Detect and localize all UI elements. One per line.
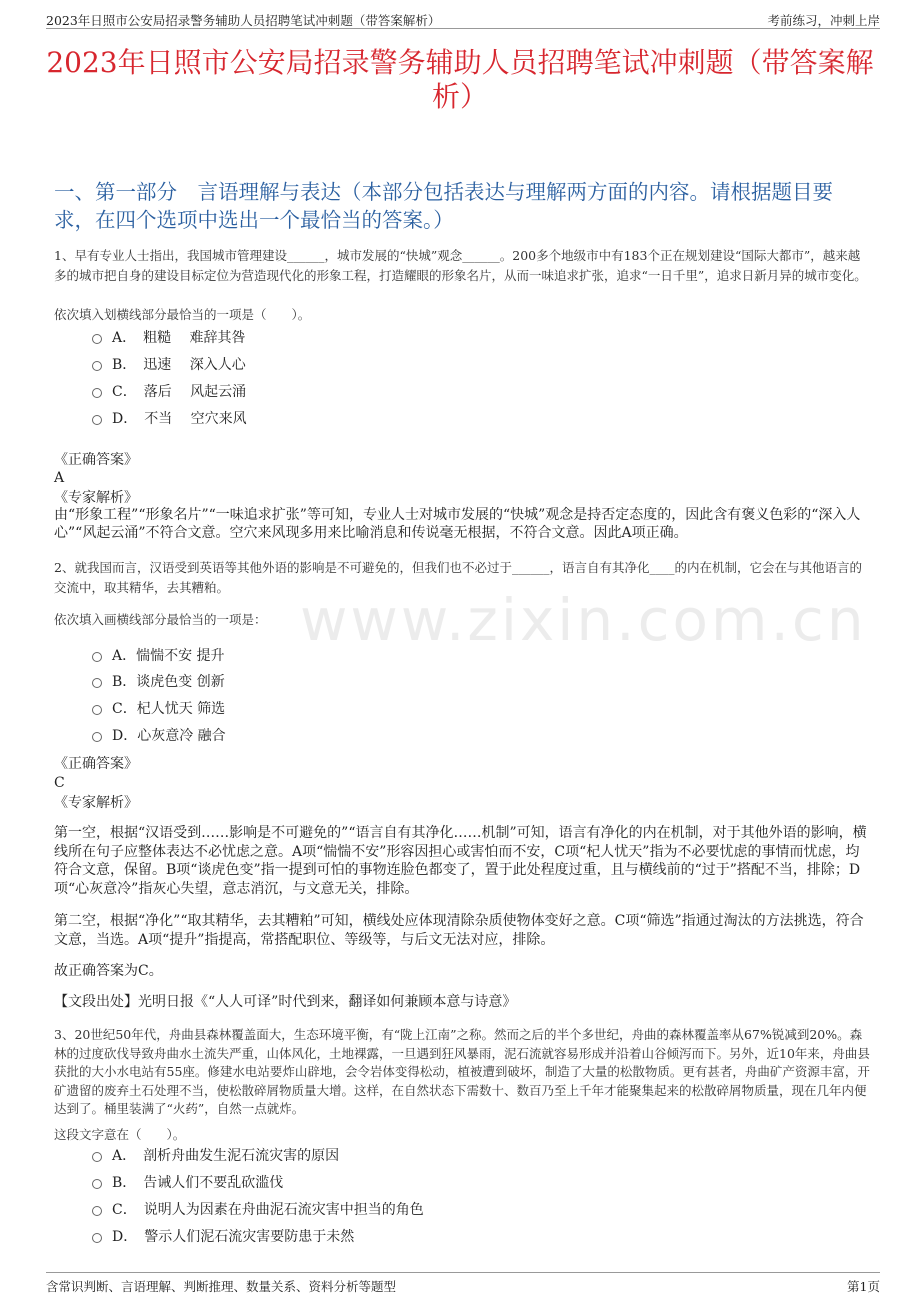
- question-3-stem: 3、20世纪50年代，舟曲县森林覆盖面大，生态环境平衡，有“陇上江南”之称。然而之后的半个多世纪，舟曲的森林覆盖率从67%锐减到20%。森林的过度砍伐导致舟曲水土流失严重，山体风化，土地裸露，一旦遇到狂风暴雨，泥石流就容易形成并沿着山谷倾泻而下。另外，近10年来，舟曲县获批的大小水电站有55座。修建水电站要炸山辟地，会令岩体变得松动，植被遭到破坏，制造了大量的松散物质。更有甚者，舟曲矿产资源丰富，开矿遗留的废弃土石处理不当，使松散碎屑物质量大增。这样，在自然状态下需数十、数百乃至上千年才能聚集起来的松散碎屑物质量，现在几年内便达到了。桶里装满了“火药”，自然一点就炸。: [54, 1027, 870, 1117]
- question-3-ask: 这段文字意在（ ）。: [54, 1127, 186, 1142]
- q2-analysis-label: 《专家解析》: [54, 795, 138, 811]
- q1-answer: A: [54, 470, 65, 486]
- q2-option-b[interactable]: B．谈虎色变 创新: [92, 672, 225, 692]
- radio-icon: [92, 1179, 102, 1189]
- header-slogan: 考前练习，冲刺上岸: [767, 13, 880, 28]
- q1-answer-label: 《正确答案》: [54, 452, 138, 468]
- radio-icon: [92, 1152, 102, 1162]
- q2-answer-label: 《正确答案》: [54, 756, 138, 772]
- q2-option-a[interactable]: A．惴惴不安 提升: [92, 646, 225, 666]
- question-1-ask: 依次填入划横线部分最恰当的一项是（ ）。: [54, 307, 311, 322]
- q3-option-d[interactable]: D． 警示人们泥石流灾害要防患于未然: [92, 1227, 354, 1247]
- watermark: www.zixin.com.cn: [300, 586, 867, 654]
- q2-option-d[interactable]: D．心灰意冷 融合: [92, 726, 226, 746]
- q1-option-c[interactable]: C． 落后 风起云涌: [92, 382, 246, 402]
- radio-icon: [92, 334, 102, 344]
- q1-analysis-label: 《专家解析》: [54, 490, 138, 506]
- footer-note: 含常识判断、言语理解、判断推理、数量关系、资料分析等题型: [46, 1279, 397, 1294]
- page-header: [46, 8, 880, 29]
- radio-icon: [92, 1233, 102, 1243]
- section-heading: 一、第一部分 言语理解与表达（本部分包括表达与理解两方面的内容。请根据题目要求，在四个选项中选出一个最恰当的答案。）: [54, 180, 833, 232]
- radio-icon: [92, 732, 102, 742]
- document-title: 2023年日照市公安局招录警务辅助人员招聘笔试冲刺题（带答案解析）: [46, 46, 874, 113]
- q2-source: 【文段出处】光明日报《“人人可译”时代到来，翻译如何兼顾本意与诗意》: [54, 994, 517, 1010]
- q2-analysis-1: 第一空，根据“汉语受到……影响是不可避免的”“语言自有其净化……机制”可知，语言有净化的内在机制，对于其他外语的影响，横线所在句子应整体表达不必忧虑之意。A项“惴惴不安”形容因担心或害怕而不安，C项“杞人忧天”指为不必要忧虑的事情而忧虑，均符合文意，保留。B项“谈虎色变”指一提到可怕的事物连脸色都变了，置于此处程度过重，且与横线前的“过于”搭配不当，排除；D项“心灰意冷”指灰心失望，意志消沉，与文意无关，排除。: [54, 825, 867, 897]
- header-title: 2023年日照市公安局招录警务辅助人员招聘笔试冲刺题（带答案解析）: [46, 13, 441, 28]
- question-1-stem: 1、早有专业人士指出，我国城市管理建设______，城市发展的“快城”观念______。200多个地级市中有183个正在规划建设“国际大都市”，越来越多的城市把自身的建设目标定位为营造现代化的形象工程，打造耀眼的形象名片，从而一味追求扩张，追求“一日千里”，追求日新月异的城市变化。: [54, 248, 867, 283]
- radio-icon: [92, 705, 102, 715]
- q1-option-d[interactable]: D． 不当 空穴来风: [92, 409, 247, 429]
- radio-icon: [92, 415, 102, 425]
- q1-analysis: 由“形象工程”“形象名片”“一味追求扩张”等可知，专业人士对城市发展的“快城”观念是持否定态度的，因此含有褒义色彩的“深入人心”“风起云涌”不符合文意。空穴来风现多用来比喻消息和传说毫无根据，不符合文意。因此A项正确。: [54, 507, 861, 541]
- radio-icon: [92, 1206, 102, 1216]
- q1-option-a[interactable]: A． 粗糙 难辞其咎: [92, 328, 246, 348]
- q2-conclusion: 故正确答案为C。: [54, 963, 163, 979]
- q3-option-c[interactable]: C． 说明人为因素在舟曲泥石流灾害中担当的角色: [92, 1200, 424, 1220]
- radio-icon: [92, 678, 102, 688]
- radio-icon: [92, 388, 102, 398]
- radio-icon: [92, 361, 102, 371]
- q1-option-b[interactable]: B． 迅速 深入人心: [92, 355, 246, 375]
- q2-option-c[interactable]: C．杞人忧天 筛选: [92, 699, 225, 719]
- q3-option-b[interactable]: B． 告诫人们不要乱砍滥伐: [92, 1173, 283, 1193]
- page-footer: [46, 1272, 880, 1295]
- q2-analysis-2: 第二空，根据“净化”“取其精华，去其糟粕”可知，横线处应体现清除杂质使物体变好之意。C项“筛选”指通过淘汰的方法挑选，符合文意，当选。A项“提升”指提高，常搭配职位、等级等，与后文无法对应，排除。: [54, 913, 864, 948]
- page-number: 第1页: [847, 1279, 880, 1294]
- question-2-ask: 依次填入画横线部分最恰当的一项是：: [54, 612, 267, 627]
- q2-answer: C: [54, 775, 65, 791]
- q3-option-a[interactable]: A． 剖析舟曲发生泥石流灾害的原因: [92, 1146, 339, 1166]
- question-2-stem: 2、就我国而言，汉语受到英语等其他外语的影响是不可避免的，但我们也不必过于______，语言自有其净化____的内在机制，它会在与其他语言的交流中，取其精华，去其糟粕。: [54, 560, 862, 595]
- radio-icon: [92, 652, 102, 662]
